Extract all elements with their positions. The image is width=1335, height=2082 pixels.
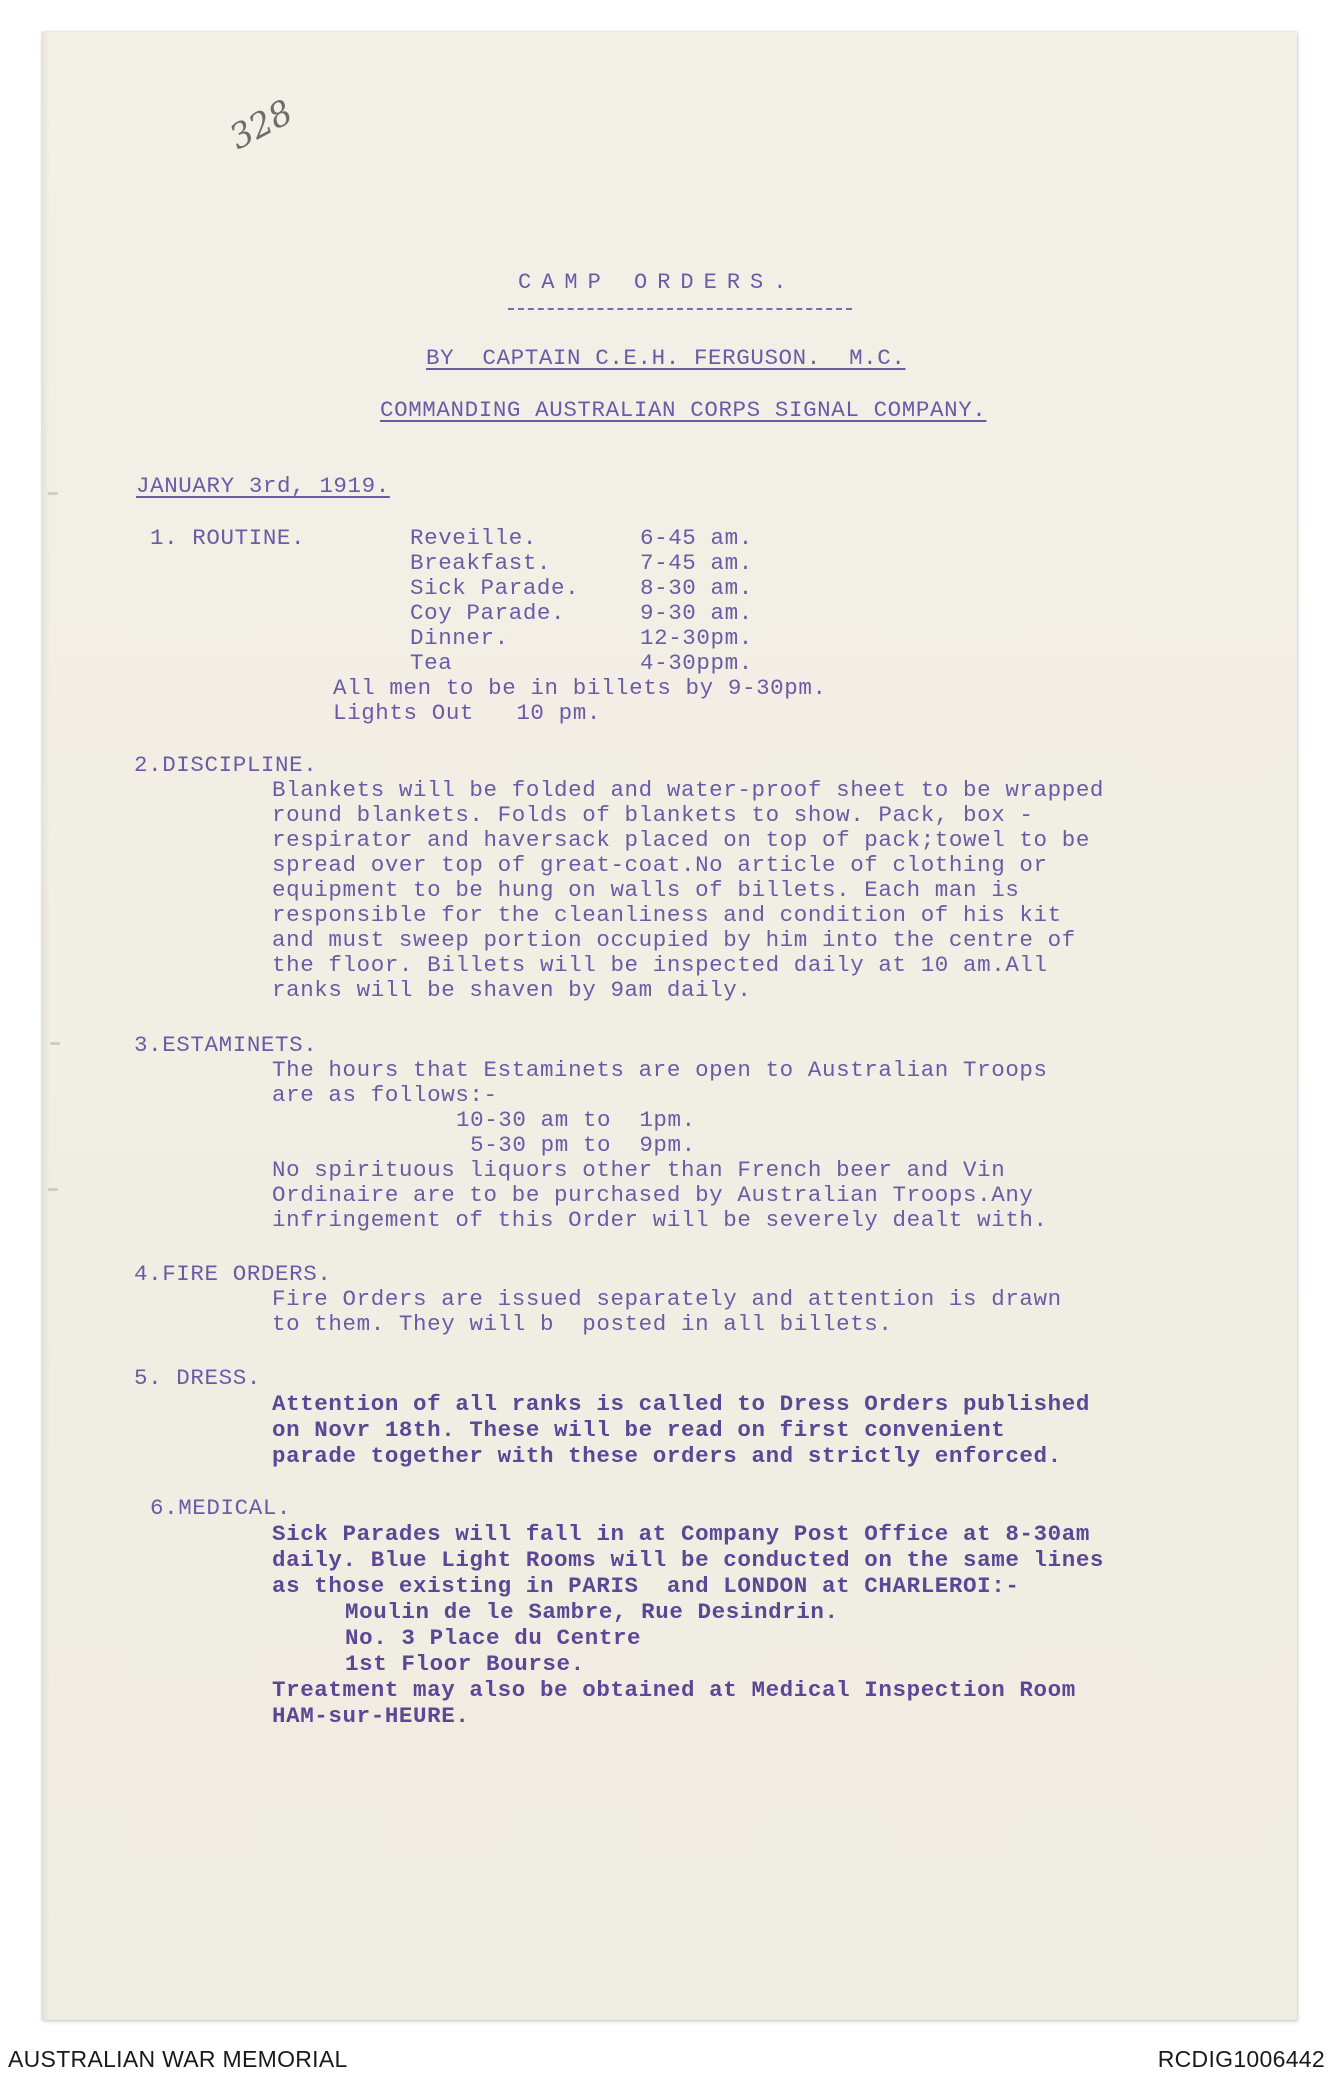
- commanding-unit: COMMANDING AUSTRALIAN CORPS SIGNAL COMPANY.: [380, 397, 987, 423]
- discipline-line: round blankets. Folds of blankets to show. Pack, box -: [272, 802, 1034, 828]
- estaminets-line: infringement of this Order will be severely dealt with.: [272, 1207, 1048, 1233]
- section-heading-fire-orders: 4.FIRE ORDERS.: [134, 1261, 332, 1287]
- section-heading-routine: 1. ROUTINE.: [150, 525, 306, 551]
- dress-line: on Novr 18th. These will be read on first convenient: [272, 1417, 1006, 1443]
- section-heading-discipline: 2.DISCIPLINE.: [134, 752, 318, 778]
- medical-location: Moulin de le Sambre, Rue Desindrin.: [345, 1599, 839, 1625]
- medical-line: Treatment may also be obtained at Medical Inspection Room: [272, 1677, 1076, 1703]
- fire-orders-line: Fire Orders are issued separately and attention is drawn: [272, 1286, 1062, 1312]
- fire-orders-line: to them. They will b posted in all billets.: [272, 1311, 893, 1337]
- page-number: 328: [223, 92, 300, 158]
- routine-label: Reveille.: [410, 525, 537, 551]
- routine-time: 4-30ppm.: [640, 650, 753, 676]
- routine-time: 9-30 am.: [640, 600, 753, 626]
- discipline-line: Blankets will be folded and water-proof sheet to be wrapped: [272, 777, 1105, 803]
- section-heading-estaminets: 3.ESTAMINETS.: [134, 1032, 318, 1058]
- routine-time: 12-30pm.: [640, 625, 753, 651]
- routine-label: Dinner.: [410, 625, 509, 651]
- footer-institution: AUSTRALIAN WAR MEMORIAL: [8, 2046, 348, 2072]
- medical-line: Sick Parades will fall in at Company Post Office at 8-30am: [272, 1521, 1090, 1547]
- issued-by: BY CAPTAIN C.E.H. FERGUSON. M.C.: [426, 345, 906, 371]
- routine-label: Sick Parade.: [410, 575, 580, 601]
- routine-billets: All men to be in billets by 9-30pm.: [333, 675, 827, 701]
- discipline-line: ranks will be shaven by 9am daily.: [272, 977, 752, 1003]
- estaminets-line: The hours that Estaminets are open to Australian Troops: [272, 1057, 1048, 1083]
- routine-label: Breakfast.: [410, 550, 552, 576]
- discipline-line: respirator and haversack placed on top of pack;towel to be: [272, 827, 1090, 853]
- estaminets-hours: 10-30 am to 1pm.: [456, 1107, 696, 1133]
- pin-hole: [50, 1042, 60, 1045]
- pin-hole: [48, 492, 58, 495]
- medical-line: daily. Blue Light Rooms will be conducted on the same lines: [272, 1547, 1105, 1573]
- routine-label: Tea: [410, 650, 453, 676]
- document-title: CAMP ORDERS.: [518, 270, 797, 295]
- section-heading-medical: 6.MEDICAL.: [150, 1495, 292, 1521]
- estaminets-line: Ordinaire are to be purchased by Australian Troops.Any: [272, 1182, 1034, 1208]
- routine-time: 7-45 am.: [640, 550, 753, 576]
- estaminets-line: No spirituous liquors other than French beer and Vin: [272, 1157, 1006, 1183]
- document-page: [42, 32, 1297, 2020]
- medical-location: 1st Floor Bourse.: [345, 1651, 585, 1677]
- order-date: JANUARY 3rd, 1919.: [136, 473, 390, 499]
- discipline-line: the floor. Billets will be inspected daily at 10 am.All: [272, 952, 1048, 978]
- discipline-line: and must sweep portion occupied by him into the centre of: [272, 927, 1076, 953]
- routine-time: 6-45 am.: [640, 525, 753, 551]
- medical-line: as those existing in PARIS and LONDON at CHARLEROI:-: [272, 1573, 1020, 1599]
- medical-line: HAM-sur-HEURE.: [272, 1703, 470, 1729]
- routine-lights-out: Lights Out 10 pm.: [333, 700, 601, 726]
- estaminets-line: are as follows:-: [272, 1082, 498, 1108]
- medical-location: No. 3 Place du Centre: [345, 1625, 642, 1651]
- dress-line: parade together with these orders and strictly enforced.: [272, 1443, 1062, 1469]
- discipline-line: responsible for the cleanliness and condition of his kit: [272, 902, 1062, 928]
- dress-line: Attention of all ranks is called to Dress Orders published: [272, 1391, 1090, 1417]
- estaminets-hours: 5-30 pm to 9pm.: [456, 1132, 696, 1158]
- section-heading-dress: 5. DRESS.: [134, 1365, 261, 1391]
- discipline-line: equipment to be hung on walls of billets. Each man is: [272, 877, 1020, 903]
- footer-record-id: RCDIG1006442: [1157, 2046, 1325, 2072]
- routine-time: 8-30 am.: [640, 575, 753, 601]
- title-underline: [508, 308, 852, 310]
- discipline-line: spread over top of great-coat.No article of clothing or: [272, 852, 1048, 878]
- pin-hole: [48, 1188, 58, 1191]
- routine-label: Coy Parade.: [410, 600, 566, 626]
